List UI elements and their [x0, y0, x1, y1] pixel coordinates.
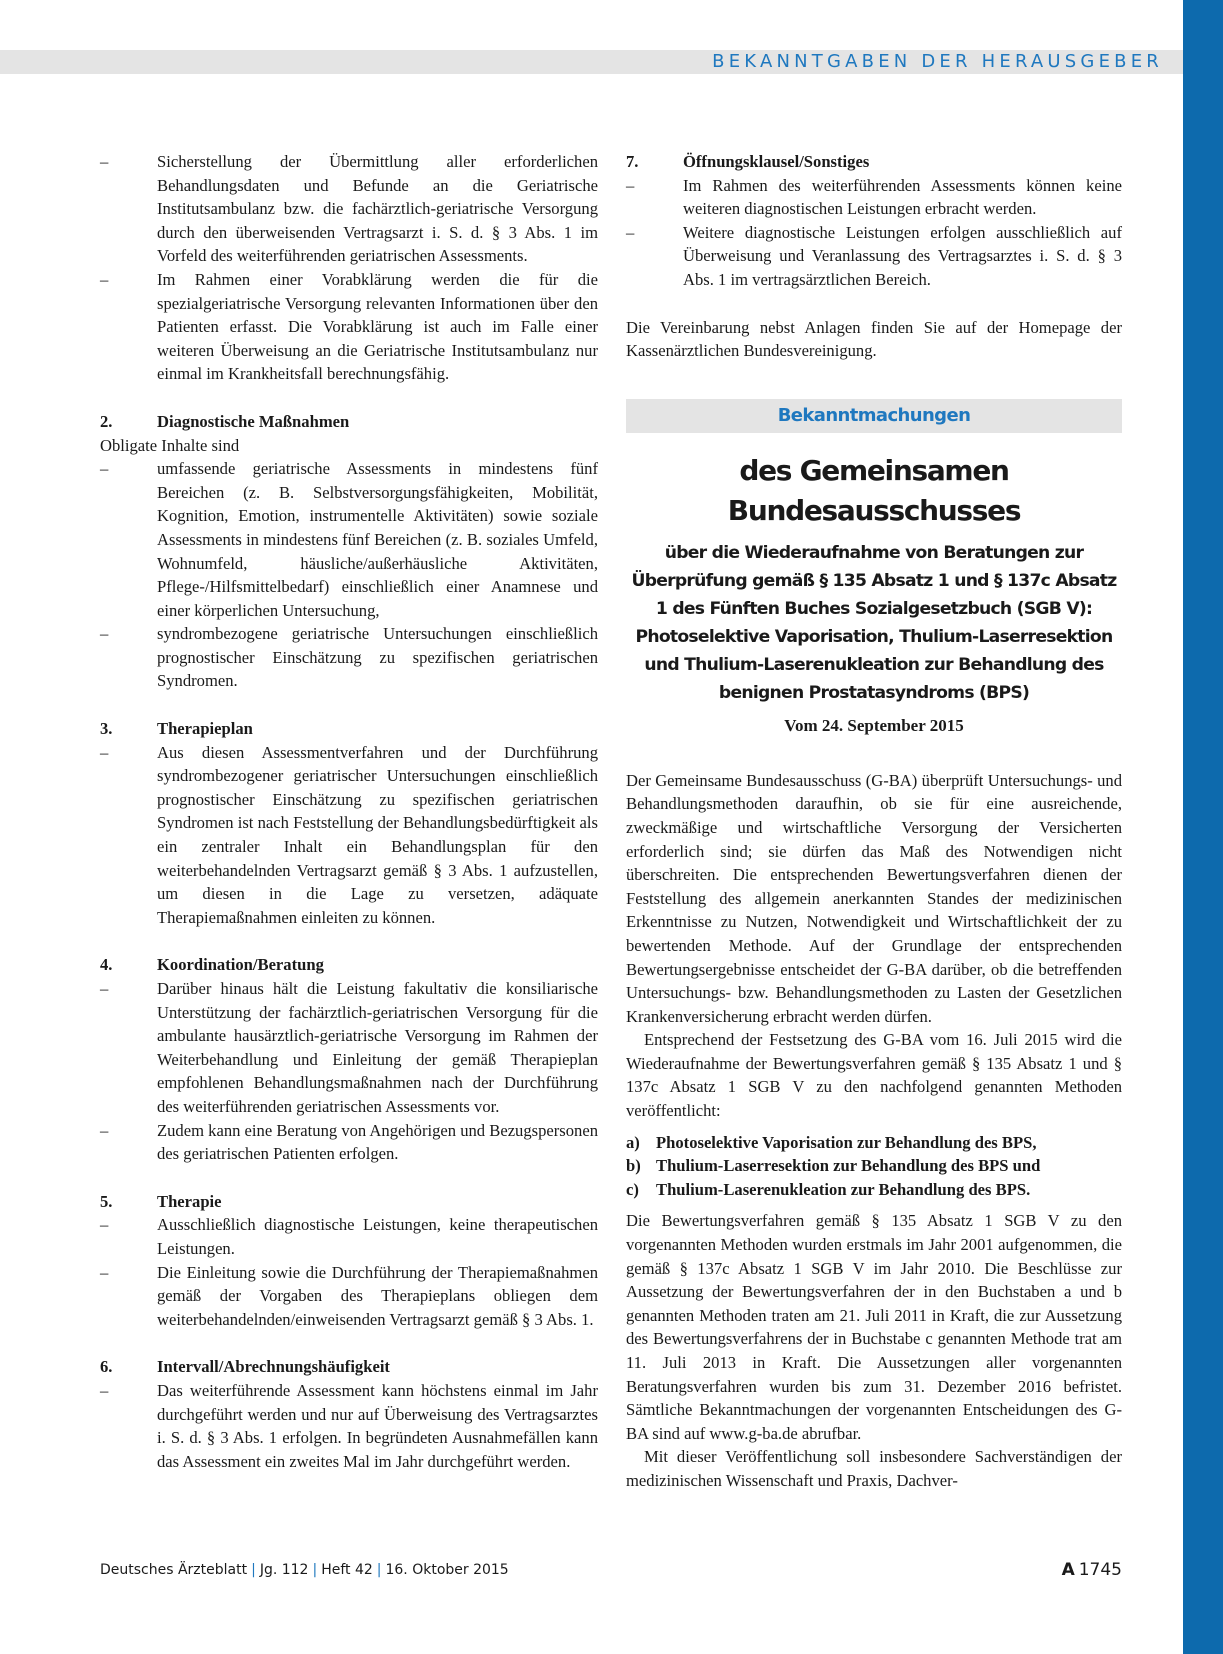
list-item-text: Die Einleitung sowie die Durchführung der Therapiemaßnahmen gemäß der Vorgaben des Therapieplans obliegen dem weiterbehandelnden/einweisenden Vertragsarzt gemäß § 3 Abs. 1.: [157, 1262, 598, 1329]
list-item: [100, 741, 598, 930]
list-item-text: Thulium-Laserresektion zur Behandlung des BPS und: [656, 1156, 1041, 1176]
list-item-text: Im Rahmen einer Vorabklärung werden die für die spezialgeriatrische Versorgung relevanten Informationen über den Patienten erfasst. Die Vorabklärung ist auch im Falle einer weiteren Überweisung an die Geriatrische Institutsambulanz nur einmal im Krankheitsfall berechnungsfähig.: [157, 269, 598, 384]
list-item-text: Sicherstellung der Übermittlung aller erforderlichen Behandlungsdaten und Befunde an die Geriatrische Institutsambulanz bzw. die fachärztlich-geriatrische Versorgung durch den überweisenden Vertragsarzt i. S. d. § 3 Abs. 1 im Vorfeld des weiterführenden geriatrischen Assessments.: [157, 152, 598, 266]
body-paragraph: Mit dieser Veröffentlichung soll insbesondere Sachverständigen der medizinischen Wissenschaft und Praxis, Dachver-: [626, 1447, 1122, 1490]
dash-bullet: –: [626, 222, 635, 242]
body-paragraph: Der Gemeinsame Bundesausschuss (G-BA) überprüft Untersuchungs- und Behandlungsmethoden daraufhin, ob sie für eine ausreichende, zweckmäßige und wirtschaftliche Versorgung der Versicherten erforderlich sind; sie dürfen das Maß des Notwendigen nicht überschreiten. Die entsprechenden Bewertungsverfahren dienen der Feststellung des allgemein anerkannten Standes der medizinischen Erkenntnisse zu Nutzen, Notwendigkeit und Wirtschaftlichkeit der zu bewertenden Methode. Auf der Grundlage der entsprechenden Bewertungsergebnisse entscheidet der G-BA darüber, ob die betreffenden Untersuchungs- bzw. Behandlungsmethoden zu Lasten der Gesetzlichen Krankenversicherung erbracht werden dürfen.: [626, 770, 1122, 1026]
section-number: 6.: [100, 1357, 113, 1377]
section-heading: [100, 953, 598, 977]
section-5: [100, 1190, 598, 1332]
section-heading: [100, 1190, 598, 1214]
page-footer: [100, 1558, 1122, 1582]
dash-bullet: –: [100, 1215, 109, 1235]
dash-bullet: –: [100, 624, 109, 644]
body-paragraph: Entsprechend der Festsetzung des G-BA vom 16. Juli 2015 wird die Wiederaufnahme der Bewertungsverfahren gemäß § 135 Absatz 1 und § 137c Absatz 1 SGB V zu den nachfolgend genannten Methoden veröffentlicht:: [626, 1030, 1122, 1121]
dash-bullet: –: [100, 1262, 109, 1282]
section-lead: Obligate Inhalte sind: [100, 435, 240, 455]
list-item: [100, 1119, 598, 1166]
left-column: [100, 150, 598, 1483]
section-3: [100, 717, 598, 929]
journal-issue: Heft 42: [321, 1562, 373, 1578]
dash-bullet: –: [100, 1380, 109, 1400]
announcement-banner: Bekanntmachungen: [626, 399, 1122, 433]
list-item: [100, 150, 598, 268]
section-4: [100, 953, 598, 1165]
list-letter: c): [626, 1179, 639, 1199]
section-title: Therapie: [157, 1191, 222, 1211]
section-number: 7.: [626, 152, 639, 171]
journal-name: Deutsches Ärzteblatt: [100, 1562, 248, 1578]
list-item: [100, 268, 598, 386]
list-item: [626, 1178, 1122, 1202]
section-heading: [100, 1355, 598, 1379]
dash-bullet: –: [100, 742, 109, 762]
list-item-text: Aus diesen Assessmentverfahren und der Durchführung syndrombezogener geriatrischer Untersuchungen einschließlich prognostischer Einschätzung zu spezifischen geriatrischen Syndromen ist nach Feststellung der Behandlungsbedürftigkeit als ein zentraler Inhalt ein Behandlungsplan für den weiterbehandelnden Vertragsarzt gemäß § 3 Abs. 1 aufzustellen, um diesen in die Lage zu versetzen, adäquate Therapiemaßnahmen einleiten zu können.: [157, 742, 598, 927]
list-item: [100, 1379, 598, 1473]
dash-bullet: –: [100, 269, 109, 289]
section-number: 3.: [100, 719, 113, 739]
list-item-text: syndrombezogene geriatrische Untersuchungen einschließlich prognostischer Einschätzung zu spezifischen geriatrischen Syndromen.: [157, 624, 598, 691]
section-header-title: BEKANNTGABEN DER HERAUSGEBER: [712, 51, 1163, 72]
list-item-text: Darüber hinaus hält die Leistung fakultativ die konsiliarische Unterstützung der fachärztlich-geriatrischen Versorgung für die ambulante hausärztlich-geriatrische Versorgung im Rahmen der Weiterbehandlung und Einleitung der gemäß Therapieplan empfohlenen Behandlungsmaßnahmen nach der Durchführung des weiterführenden geriatrischen Assessments vor.: [157, 979, 598, 1116]
announcement-title: des Gemeinsamen Bundesausschusses: [727, 453, 1021, 527]
body-paragraph: Die Bewertungsverfahren gemäß § 135 Absatz 1 SGB V zu den vorgenannten Methoden wurden erstmals im Jahr 2001 aufgenommen, die gemäß § 137c Absatz 1 SGB V im Jahr 2010. Die Beschlüsse zur Aussetzung der Bewertungsverfahren der in den Buchstaben a und b genannten Methoden traten am 21. Juli 2011 in Kraft, die zur Aussetzung des Bewertungsverfahrens der in Buchstabe c genannten Methode trat am 11. Juli 2013 in Kraft. Die Aussetzungen aller vorgenannten Beratungsverfahren wurden bis zum 31. Dezember 2016 befristet. Sämtliche Bekanntmachungen der vorgenannten Entscheidungen des G-BA sind auf www.g-ba.de abrufbar.: [626, 1211, 1122, 1443]
section-title: Therapieplan: [157, 719, 253, 739]
side-color-bar: [1183, 0, 1223, 1654]
page-number: 1745: [1078, 1560, 1122, 1580]
section-heading: [100, 410, 598, 434]
list-item-text: Photoselektive Vaporisation zur Behandlung des BPS,: [656, 1132, 1037, 1152]
section-heading: [100, 717, 598, 741]
dash-bullet: –: [100, 1120, 109, 1140]
list-item: [100, 457, 598, 622]
announcement-subtitle: über die Wiederaufnahme von Beratungen zur Überprüfung gemäß § 135 Absatz 1 und § 137c Absatz 1 des Fünften Buches Sozialgesetzbuch (SGB V): Photoselektive Vaporisation, Thulium-Laserresektion und Thulium-Laserenukleation zur Behandlung des benignen Prostatasyndroms (BPS): [631, 542, 1117, 703]
closing-paragraph: Die Vereinbarung nebst Anlagen finden Sie auf der Homepage der Kassenärztlichen Bundesvereinigung.: [626, 317, 1122, 361]
list-item-text: Das weiterführende Assessment kann höchstens einmal im Jahr durchgeführt werden und nur auf Überweisung des Vertragsarztes i. S. d. § 3 Abs. 1 erfolgen. In begründeten Ausnahmefällen kann das Assessment ein zweites Mal im Jahr durchgeführt werden.: [157, 1380, 598, 1471]
page-number-block: [1062, 1558, 1122, 1582]
list-item-text: Thulium-Laserenukleation zur Behandlung des BPS.: [656, 1179, 1031, 1199]
list-item: [626, 221, 1122, 292]
list-item: [626, 1154, 1122, 1178]
section-7: [626, 150, 1122, 292]
section-title: Diagnostische Maßnahmen: [157, 411, 350, 431]
list-item: [626, 1131, 1122, 1155]
list-item-text: Ausschließlich diagnostische Leistungen, keine therapeutischen Leistungen.: [157, 1215, 598, 1258]
list-item: [100, 977, 598, 1119]
list-item: [100, 1213, 598, 1260]
journal-date: 16. Oktober 2015: [385, 1562, 509, 1578]
methods-list: [626, 1131, 1122, 1202]
intro-list: [100, 150, 598, 386]
footer-separator: |: [312, 1562, 318, 1578]
list-item-text: Im Rahmen des weiterführenden Assessments können keine weiteren diagnostischen Leistungen erbracht werden.: [683, 175, 1122, 219]
list-item: [100, 622, 598, 693]
section-6: [100, 1355, 598, 1473]
section-title: Koordination/Beratung: [157, 955, 324, 975]
section-number: 4.: [100, 955, 113, 975]
footer-separator: |: [376, 1562, 382, 1578]
footer-separator: |: [251, 1562, 256, 1578]
list-item: [626, 174, 1122, 221]
section-title: Intervall/Abrechnungshäufigkeit: [157, 1357, 390, 1377]
dash-bullet: –: [100, 152, 109, 171]
list-item-text: umfassende geriatrische Assessments in mindestens fünf Bereichen (z. B. Selbstversorgungsfähigkeiten, Mobilität, Kognition, Emotion, instrumentelle Aktivitäten) sowie soziale Assessments in mindestens fünf Bereichen (z. B. soziales Umfeld, Wohnumfeld, häusliche/außerhäusliche Aktivitäten, Pflege-/Hilfsmittelbedarf) einschließlich einer Anamnese und einer körperlichen Untersuchung,: [157, 459, 598, 620]
list-item-text: Weitere diagnostische Leistungen erfolgen ausschließlich auf Überweisung und Veranlassung des Vertragsarztes i. S. d. § 3 Abs. 1 im vertragsärztlichen Bereich.: [683, 222, 1122, 289]
list-item: [100, 1261, 598, 1332]
dash-bullet: –: [100, 459, 109, 479]
right-column: [626, 150, 1122, 1493]
section-number: 2.: [100, 411, 113, 431]
journal-volume: Jg. 112: [259, 1562, 309, 1578]
section-2: [100, 410, 598, 693]
section-title: Öffnungsklausel/Sonstiges: [683, 152, 870, 171]
page-prefix: A: [1061, 1560, 1075, 1580]
announcement-date: Vom 24. September 2015: [784, 715, 964, 735]
section-number: 5.: [100, 1191, 113, 1211]
dash-bullet: –: [100, 979, 109, 998]
dash-bullet: –: [626, 175, 635, 195]
section-heading: [626, 150, 1122, 174]
list-letter: a): [626, 1132, 640, 1152]
list-letter: b): [626, 1156, 641, 1176]
list-item-text: Zudem kann eine Beratung von Angehörigen und Bezugspersonen des geriatrischen Patienten erfolgen.: [157, 1120, 599, 1164]
